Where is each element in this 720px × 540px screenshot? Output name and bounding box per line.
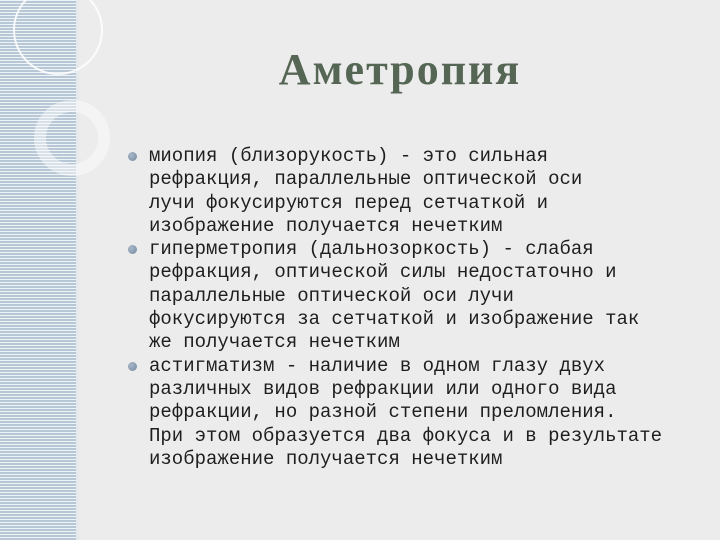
bullet-icon	[128, 362, 137, 371]
item-text-line: же получается нечетким	[149, 331, 400, 354]
item-text-line: фокусируются за сетчаткой и изображение так	[149, 308, 640, 331]
item-text-line: При этом образуется два фокуса и в результате	[149, 424, 663, 447]
item-text-line: рефракции, но разной степени преломления.	[149, 401, 617, 424]
list-item	[126, 238, 706, 354]
item-text-line: изображение получается нечетким	[149, 214, 503, 237]
slide-title: Аметропия	[278, 45, 522, 94]
bullet-icon	[128, 245, 137, 254]
item-text-line: лучи фокусируются перед сетчаткой и	[149, 191, 549, 214]
item-text-line: миопия (близорукость) - это сильная	[149, 145, 549, 167]
bullet-list	[126, 145, 706, 471]
bullet-icon	[128, 152, 137, 161]
item-text-line: изображение получается нечетким	[149, 447, 503, 470]
list-item	[126, 355, 706, 471]
item-text-line: рефракция, параллельные оптической оси	[149, 168, 583, 191]
decorative-circles-icon	[0, 0, 120, 200]
item-text-line: рефракция, оптической силы недостаточно и	[149, 261, 617, 284]
list-item	[126, 145, 706, 238]
item-text-line: параллельные оптической оси лучи	[149, 284, 514, 307]
item-text-line: астигматизм - наличие в одном глазу двух	[149, 354, 606, 377]
item-text-line: гиперметропия (дальнозоркость) - слабая	[149, 238, 594, 261]
item-text-line: различных видов рефракции или одного вида	[149, 377, 617, 400]
